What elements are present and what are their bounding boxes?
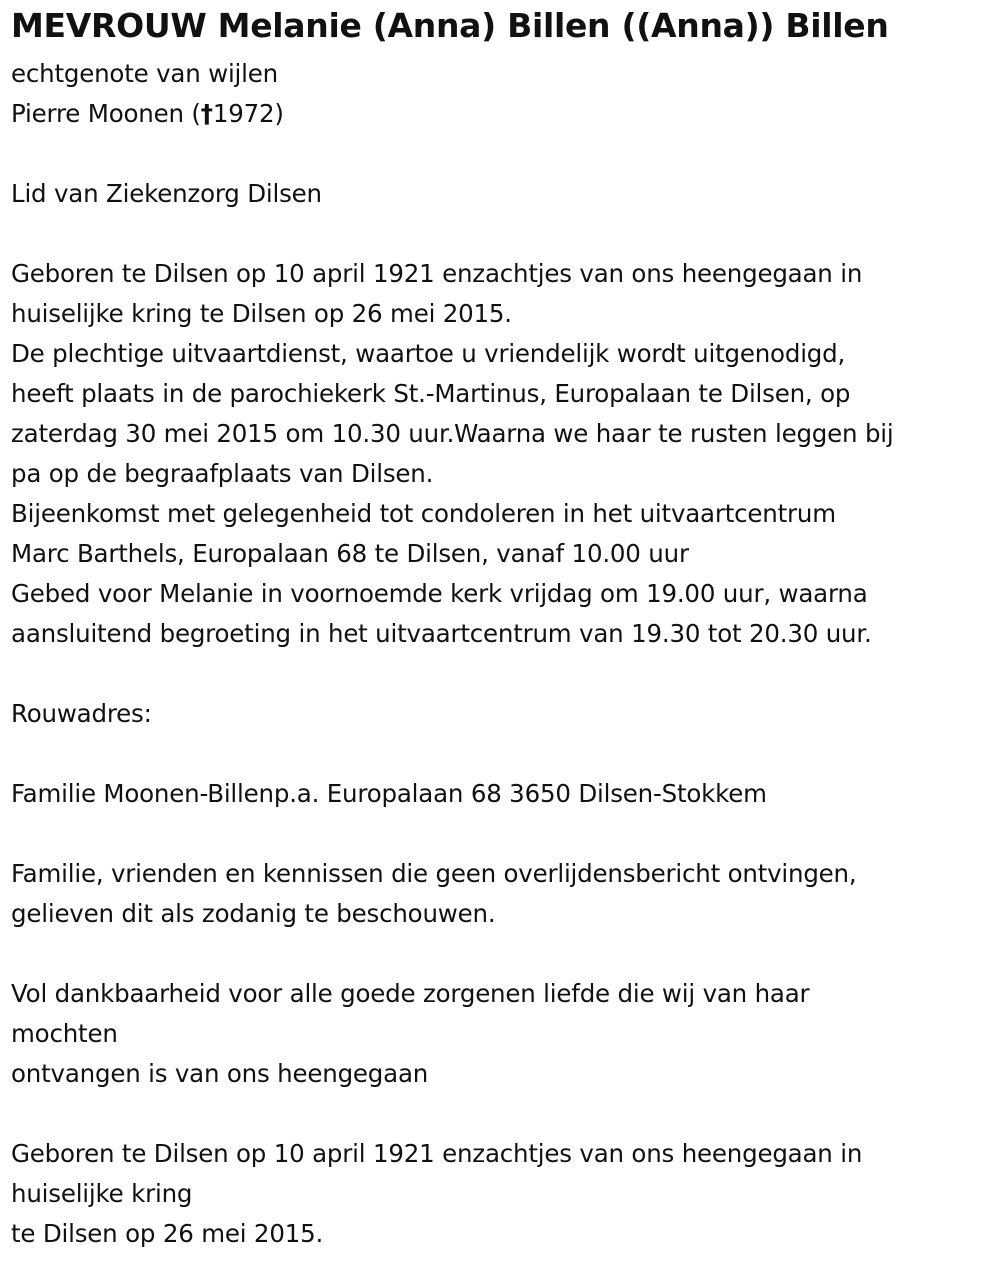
announcement-line: heeft plaats in de parochiekerk St.-Martinus, Europalaan te Dilsen, op (11, 379, 851, 408)
spouse-name-prefix: Pierre Moonen ( (11, 99, 201, 128)
gratitude-line: mochten (11, 1019, 118, 1048)
announcement-line: Bijeenkomst met gelegenheid tot condoleren in het uitvaartcentrum (11, 499, 836, 528)
address-label: Rouwadres: (11, 699, 152, 728)
announcement-line: huiselijke kring te Dilsen op 26 mei 2015. (11, 299, 512, 328)
announcement-line: pa op de begraafplaats van Dilsen. (11, 459, 434, 488)
obituary-document (11, 0, 991, 1254)
page-title: MEVROUW Melanie (Anna) Billen ((Anna)) Billen (11, 6, 889, 45)
announcement-line: zaterdag 30 mei 2015 om 10.30 uur.Waarna we haar te rusten leggen bij (11, 419, 894, 448)
notice-line: gelieven dit als zodanig te beschouwen. (11, 899, 496, 928)
spacer (11, 814, 991, 854)
announcement-line: Marc Barthels, Europalaan 68 te Dilsen, vanaf 10.00 uur (11, 539, 689, 568)
spouse-intro: echtgenote van wijlen (11, 59, 278, 88)
repeat-line: te Dilsen op 26 mei 2015. (11, 1219, 324, 1248)
repeat-line: huiselijke kring (11, 1179, 193, 1208)
address-value: Familie Moonen-Billenp.a. Europalaan 68 3650 Dilsen-Stokkem (11, 779, 767, 808)
spacer (11, 214, 991, 254)
spacer (11, 134, 991, 174)
spacer (11, 1094, 991, 1134)
gratitude-line: ontvangen is van ons heengegaan (11, 1059, 429, 1088)
announcement-line: Gebed voor Melanie in voornoemde kerk vrijdag om 19.00 uur, waarna (11, 579, 868, 608)
announcement-line: De plechtige uitvaartdienst, waartoe u vriendelijk wordt uitgenodigd, (11, 339, 846, 368)
notice-line: Familie, vrienden en kennissen die geen overlijdensbericht ontvingen, (11, 859, 857, 888)
spouse-name-suffix: 1972) (212, 99, 284, 128)
membership-line: Lid van Ziekenzorg Dilsen (11, 179, 322, 208)
spouse-name (11, 94, 991, 134)
spacer (11, 934, 991, 974)
announcement-line: Geboren te Dilsen op 10 april 1921 enzachtjes van ons heengegaan in (11, 259, 863, 288)
gratitude-line: Vol dankbaarheid voor alle goede zorgenen liefde die wij van haar (11, 979, 810, 1008)
repeat-line: Geboren te Dilsen op 10 april 1921 enzachtjes van ons heengegaan in (11, 1139, 863, 1168)
spacer (11, 734, 991, 774)
spacer (11, 654, 991, 694)
cross-icon: † (200, 99, 213, 128)
announcement-line: aansluitend begroeting in het uitvaartcentrum van 19.30 tot 20.30 uur. (11, 619, 872, 648)
